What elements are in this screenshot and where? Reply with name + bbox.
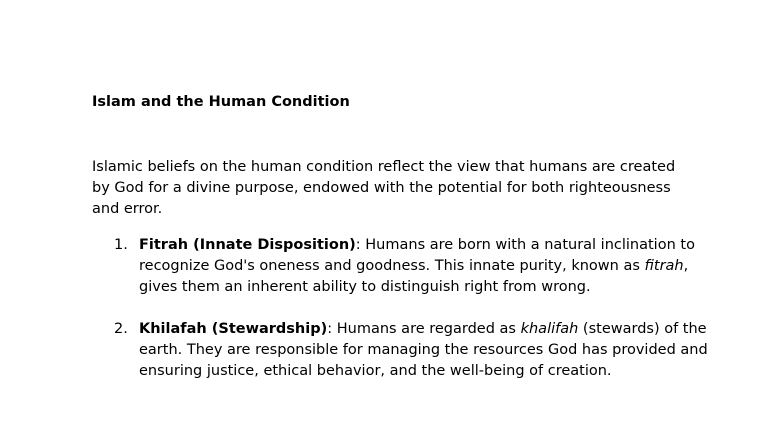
italic-term: fitrah bbox=[644, 258, 684, 274]
item-text-part: : Humans are born with a natural inclination to recognize God's oneness and goodness. This innate purity, known as bbox=[139, 237, 695, 274]
list-item-khilafah bbox=[92, 319, 712, 382]
italic-term: khalifah bbox=[520, 321, 579, 337]
list-number: 1. bbox=[114, 237, 128, 253]
item-text-part: (stewards) of the earth. They are responsible for managing the resources God has provided and ensuring justice, ethical behavior, and the well-being of creation. bbox=[139, 321, 708, 379]
intro-paragraph: Islamic beliefs on the human condition reflect the view that humans are created by God for a divine purpose, endowed with the potential for both righteousness and error. bbox=[92, 159, 676, 217]
item-text-part: : Humans are regarded as bbox=[327, 321, 521, 337]
item-text-part: , gives them an inherent ability to distinguish right from wrong. bbox=[139, 258, 689, 295]
term-khilafah: Khilafah (Stewardship) bbox=[139, 321, 328, 337]
list-number: 2. bbox=[114, 321, 128, 337]
numbered-list bbox=[92, 235, 712, 403]
document-title: Islam and the Human Condition bbox=[92, 94, 350, 110]
list-item-fitrah bbox=[92, 235, 712, 298]
term-fitrah: Fitrah (Innate Disposition) bbox=[139, 237, 356, 253]
